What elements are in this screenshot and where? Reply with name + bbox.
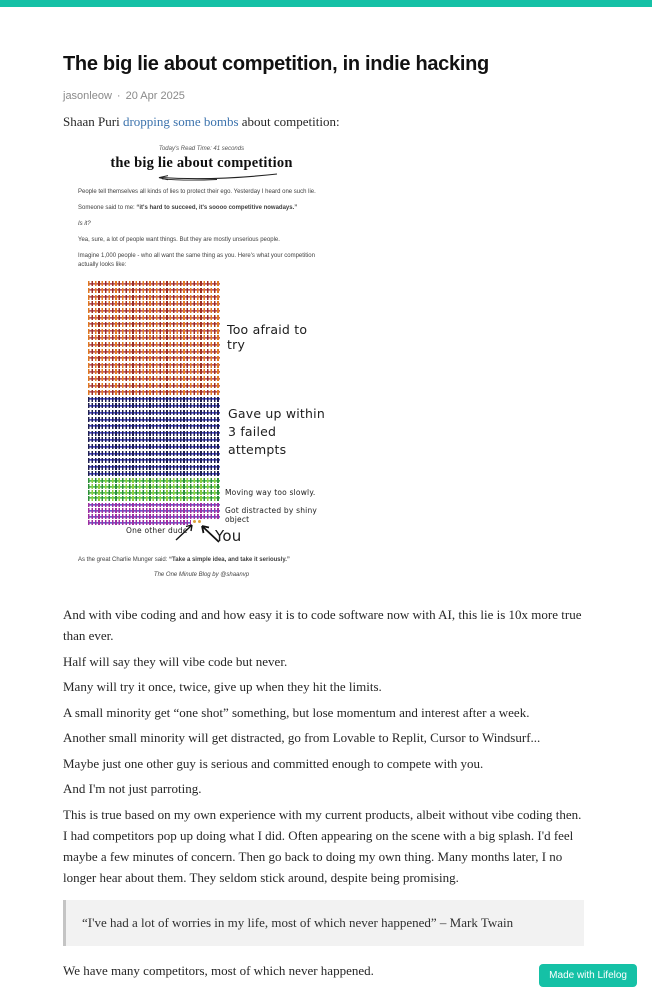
crowd-row: [88, 490, 220, 495]
body-paragraph: A small minority get “one shot” something, but lose momentum and interest after a week.: [63, 704, 530, 720]
body-paragraph: And I'm not just parroting.: [63, 781, 202, 796]
byline-separator: ·: [116, 90, 121, 102]
competition-diagram: [78, 277, 325, 549]
figure-paragraph: [78, 204, 325, 213]
label-one-other-dude: One other dude: [126, 526, 188, 535]
crowd-row: [88, 281, 220, 286]
figure-paragraph: [78, 188, 325, 197]
text-run: Imagine 1,000 people - who all want the same thing as you. Here's what your competition actually looks like:: [78, 253, 315, 268]
crowd-row: [88, 503, 220, 508]
crowd-row: [88, 496, 220, 501]
mark-twain-quote: “I've had a lot of worries in my life, most of which never happened” – Mark Twain: [82, 914, 514, 930]
figure-footer: The One Minute Blog by @shaanvp: [153, 572, 250, 578]
crowd-row: [88, 315, 220, 320]
body-paragraph: This is true based on my own experience with my current products, albeit without vibe coding then. I had competitors pop up doing what I did. Often appearing on the scene with a big splash. I'd feel maybe a few minutes of concern. Then go back to doing my own thing. Many months later, I no longer hear about them. They seldom stick around, despite being promising.: [63, 806, 582, 885]
quote-block: [63, 900, 584, 946]
crowd-row: [88, 322, 220, 327]
closing-paragraph: We have many competitors, most of which never happened.: [63, 962, 374, 978]
crowd-row: [88, 397, 220, 402]
article: [63, 7, 584, 981]
crowd-row: [88, 349, 220, 354]
text-run: Is it?: [78, 221, 91, 227]
label-gave-up: Gave up within 3 failed attempts: [228, 406, 325, 457]
intro-text-after-link: about competition:: [238, 114, 340, 129]
intro-text-before-link: Shaan Puri: [63, 114, 123, 129]
label-too-afraid: Too afraid to try: [227, 322, 308, 352]
text-run: Someone said to me:: [78, 205, 137, 211]
figure-paragraph: [78, 236, 325, 245]
byline: [63, 90, 584, 102]
text-run: “it's hard to succeed, it's soooo competitive nowadays.”: [136, 205, 298, 211]
figure-paragraphs: [78, 188, 325, 270]
crowd-row: [88, 376, 220, 381]
crowd-row: [88, 342, 220, 347]
made-with-lifelog-badge[interactable]: Made with Lifelog: [539, 964, 637, 987]
crowd-section: [88, 397, 220, 477]
crowd-row: [88, 335, 220, 340]
body-paragraph: And with vibe coding and and how easy it is to code software now with AI, this lie is 10x more true than ever.: [63, 607, 582, 643]
figure-paragraph: [78, 220, 325, 229]
figure-title: the big lie about competition: [110, 155, 293, 171]
crowd-row: [88, 431, 220, 436]
label-moving-slowly: Moving way too slowly.: [225, 488, 316, 497]
munger-quote: [78, 557, 325, 563]
crowd-row: [88, 403, 220, 408]
crowd-rows: [88, 281, 220, 526]
page-title: The big lie about competition, in indie hacking: [63, 53, 489, 75]
crowd-row: [88, 356, 220, 361]
read-time-caption: Today's Read Time: 41 seconds: [158, 146, 245, 152]
crowd-row: [88, 363, 220, 368]
body-paragraph: Half will say they will vibe code but never.: [63, 653, 288, 669]
crowd-row: [88, 288, 220, 293]
crowd-row: [88, 410, 220, 415]
crowd-row: [88, 424, 220, 429]
body-paragraph: Another small minority will get distracted, go from Lovable to Replit, Cursor to Windsurf...: [63, 730, 541, 745]
embedded-tweet-image[interactable]: [78, 146, 325, 578]
crowd-row: [88, 308, 220, 313]
intro-paragraph: [63, 111, 584, 132]
crowd-row: [88, 478, 220, 483]
crowd-row: [88, 369, 220, 374]
text-run: Yea, sure, a lot of people want things. But they are mostly unserious people.: [78, 237, 280, 243]
crowd-row: [88, 458, 220, 463]
crowd-row: [88, 484, 220, 489]
crowd-row: [88, 471, 220, 476]
post-date: 20 Apr 2025: [125, 90, 185, 102]
crowd-row: [88, 465, 220, 470]
label-you: You: [215, 527, 242, 545]
crowd-row: [88, 383, 220, 388]
label-shiny-object: Got distracted by shiny object: [225, 506, 318, 524]
crowd-row: [88, 329, 220, 334]
crowd-row: [88, 451, 220, 456]
text-run: “Take a simple idea, and take it seriously.”: [169, 557, 290, 563]
crowd-section: [88, 478, 220, 500]
text-run: People tell themselves all kinds of lies to protect their ego. Yesterday I heard one such lie.: [78, 189, 316, 195]
figure-paragraph: [78, 252, 325, 270]
swoosh-underline-icon: [122, 172, 282, 181]
text-run: As the great Charlie Munger said:: [78, 557, 170, 563]
crowd-row: [88, 437, 220, 442]
author-link[interactable]: jasonleow: [63, 90, 112, 102]
body-paragraph: Many will try it once, twice, give up when they hit the limits.: [63, 679, 382, 694]
crowd-section: [88, 281, 220, 395]
crowd-row: [88, 301, 220, 306]
crowd-row: [88, 390, 220, 395]
top-accent-bar: [0, 0, 652, 7]
crowd-row: [88, 417, 220, 422]
crowd-row: [88, 444, 220, 449]
body-paragraphs: [63, 604, 584, 888]
dropping-some-bombs-link[interactable]: dropping some bombs: [122, 114, 239, 129]
crowd-row: [88, 295, 220, 300]
body-paragraph: Maybe just one other guy is serious and committed enough to compete with you.: [63, 755, 484, 771]
